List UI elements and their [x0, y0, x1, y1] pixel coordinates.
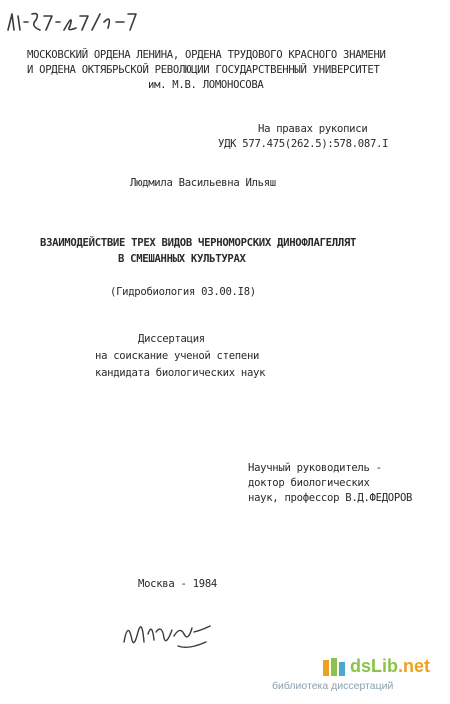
city-year: Москва - 1984: [138, 578, 218, 590]
supervisor-line-1: Научный руководитель -: [248, 462, 382, 474]
university-line-3: им. М.В. ЛОМОНОСОВА: [148, 79, 264, 91]
books-icon: [322, 656, 348, 678]
handwritten-signature: [118, 612, 228, 654]
supervisor-line-3: наук, профессор В.Д.ФЕДОРОВ: [248, 492, 413, 504]
dissertation-title-line-2: В СМЕШАННЫХ КУЛЬТУРАХ: [118, 253, 246, 265]
manuscript-rights: На правах рукописи: [258, 123, 368, 135]
university-line-2: И ОРДЕНА ОКТЯБРЬСКОЙ РЕВОЛЮЦИИ ГОСУДАРСТВЕННЫЙ УНИВЕРСИТЕТ: [27, 64, 380, 76]
watermark: [272, 656, 448, 702]
dissertation-title-line-1: ВЗАИМОДЕЙСТВИЕ ТРЕХ ВИДОВ ЧЕРНОМОРСКИХ ДИНОФЛАГЕЛЛЯТ: [40, 237, 357, 249]
watermark-logo-tld: .net: [398, 656, 431, 676]
university-line-1: МОСКОВСКИЙ ОРДЕНА ЛЕНИНА, ОРДЕНА ТРУДОВОГО КРАСНОГО ЗНАМЕНИ: [27, 49, 386, 61]
watermark-logo: [350, 656, 430, 677]
degree-line-3: кандидата биологических наук: [95, 367, 266, 379]
watermark-tagline: библиотека диссертаций: [272, 680, 394, 692]
specialty-code: (Гидробиология 03.00.I8): [110, 286, 256, 298]
author-name: Людмила Васильевна Ильяш: [130, 177, 276, 189]
watermark-logo-main: dsLib: [350, 656, 398, 676]
degree-line-1: Диссертация: [138, 333, 205, 345]
supervisor-line-2: доктор биологических: [248, 477, 370, 489]
udk-code: УДК 577.475(262.5):578.087.I: [218, 138, 389, 150]
handwritten-archive-number: [4, 8, 154, 38]
degree-line-2: на соискание ученой степени: [95, 350, 260, 362]
